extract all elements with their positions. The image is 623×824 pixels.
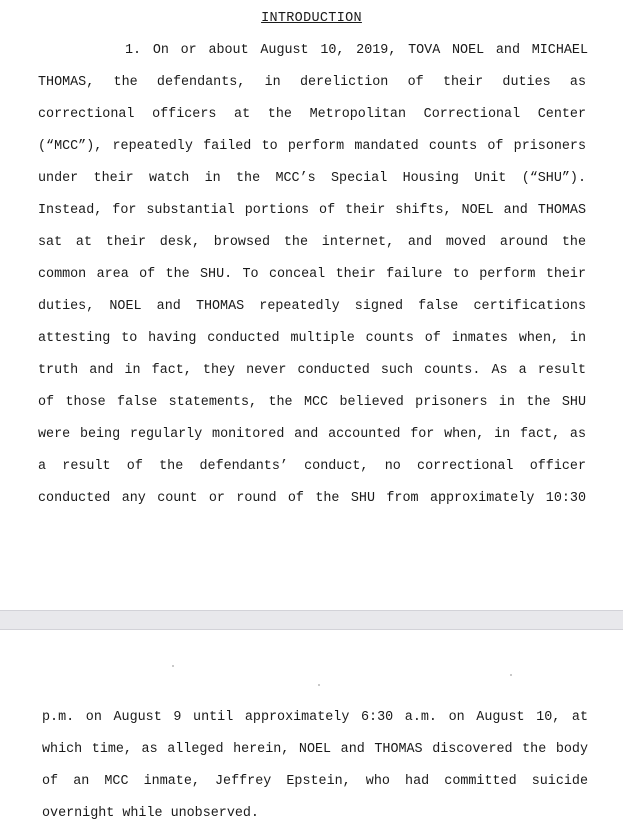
paragraph-line-12: of those false statements, the MCC believed prisoners in the SHU	[38, 395, 586, 410]
paragraph-line-5: under their watch in the MCC’s Special Housing Unit (“SHU”).	[38, 171, 586, 186]
paragraph-line-11: truth and in fact, they never conducted such counts. As a result	[38, 363, 586, 378]
scan-speck	[172, 665, 174, 667]
paragraph-line-16: p.m. on August 9 until approximately 6:30 a.m. on August 10, at	[42, 710, 588, 725]
paragraph-line-10: attesting to having conducted multiple counts of inmates when, in	[38, 331, 586, 346]
scan-speck	[510, 674, 512, 676]
document-page-2	[0, 630, 623, 824]
paragraph-line-8: common area of the SHU. To conceal their failure to perform their	[38, 267, 586, 282]
paragraph-line-15: conducted any count or round of the SHU from approximately 10:30	[38, 491, 586, 506]
paragraph-line-14: a result of the defendants’ conduct, no correctional officer	[38, 459, 586, 474]
section-heading: INTRODUCTION	[261, 11, 362, 26]
paragraph-line-9: duties, NOEL and THOMAS repeatedly signed false certifications	[38, 299, 586, 314]
paragraph-line-13: were being regularly monitored and accounted for when, in fact, as	[38, 427, 586, 442]
paragraph-line-6: Instead, for substantial portions of their shifts, NOEL and THOMAS	[38, 203, 586, 218]
paragraph-line-19: overnight while unobserved.	[42, 806, 259, 821]
paragraph-line-2: THOMAS, the defendants, in dereliction of their duties as	[38, 75, 586, 90]
paragraph-line-1: 1. On or about August 10, 2019, TOVA NOEL and MICHAEL	[125, 43, 588, 58]
scan-speck	[318, 684, 320, 686]
paragraph-line-18: of an MCC inmate, Jeffrey Epstein, who had committed suicide	[42, 774, 588, 789]
paragraph-line-3: correctional officers at the Metropolitan Correctional Center	[38, 107, 586, 122]
page-separator	[0, 610, 623, 630]
paragraph-line-7: sat at their desk, browsed the internet, and moved around the	[38, 235, 586, 250]
paragraph-line-4: (“MCC”), repeatedly failed to perform mandated counts of prisoners	[38, 139, 586, 154]
paragraph-line-17: which time, as alleged herein, NOEL and THOMAS discovered the body	[42, 742, 588, 757]
